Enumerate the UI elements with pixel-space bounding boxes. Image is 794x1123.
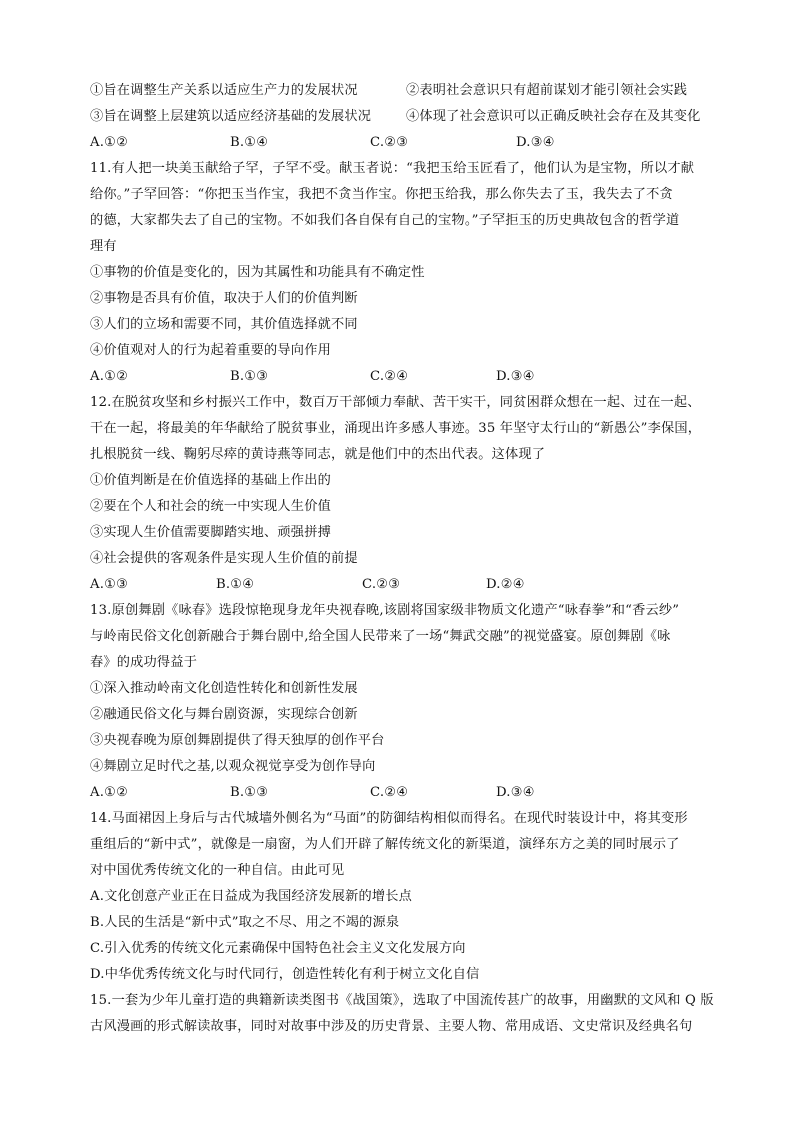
q13-statement-2: ②融通民俗文化与舞台剧资源，实现综合创新 — [90, 707, 358, 722]
q11-statement-4: ④价值观对人的行为起着重要的导向作用 — [90, 343, 331, 358]
q12-option-c[interactable]: C.②③ — [362, 577, 401, 592]
q11-stem-line-4: 理有 — [90, 239, 117, 254]
q12-statement-3: ③实现人生价值需要脚踏实地、顽强拼搏 — [90, 525, 331, 540]
q14-option-b[interactable]: B.人民的生活是“新中式”取之不尽、用之不竭的源泉 — [90, 915, 400, 930]
q13-stem-line-3: 春》的成功得益于 — [90, 655, 198, 670]
q12-option-a[interactable]: A.①③ — [90, 577, 129, 592]
q10-option-c[interactable]: C.②③ — [370, 135, 409, 150]
q14-option-a[interactable]: A.文化创意产业正在日益成为我国经济发展新的增长点 — [90, 889, 413, 904]
q13-option-b[interactable]: B.①③ — [230, 785, 269, 800]
q15-stem-line-1: 15.一套为少年儿童打造的典籍新读类图书《战国策》，选取了中国流传甚广的故事，用幽默的文风和 Q 版 — [90, 993, 714, 1008]
q13-statement-3: ③央视春晚为原创舞剧提供了得天独厚的创作平台 — [90, 733, 385, 748]
q11-options — [90, 364, 720, 390]
q11-stem-line-2: 给你。”子罕回答：“你把玉当作宝，我把不贪当作宝。你把玉给我，那么你失去了玉，我失去了不贪 — [90, 187, 673, 202]
q12-statement-2: ②要在个人和社会的统一中实现人生价值 — [90, 499, 331, 514]
q10-statement-4: ④体现了社会意识可以正确反映社会存在及其变化 — [406, 109, 701, 124]
q12-statement-4: ④社会提供的客观条件是实现人生价值的前提 — [90, 551, 358, 566]
q10-option-b[interactable]: B.①④ — [230, 135, 269, 150]
q15-stem-line-2: 古风漫画的形式解读故事，同时对故事中涉及的历史背景、主要人物、常用成语、文史常识及经典名句 — [90, 1019, 693, 1034]
q12-option-d[interactable]: D.②④ — [486, 577, 525, 592]
q12-options — [90, 572, 720, 598]
q10-statement-2: ②表明社会意识只有超前谋划才能引领社会实践 — [406, 83, 688, 98]
q12-statement-1: ①价值判断是在价值选择的基础上作出的 — [90, 473, 331, 488]
q10-option-d[interactable]: D.③④ — [516, 135, 555, 150]
q11-option-c[interactable]: C.②④ — [370, 369, 409, 384]
q11-stem-line-1: 11.有人把一块美玉献给子罕，子罕不受。献玉者说：“我把玉给玉匠看了，他们认为是宝物，所以才献 — [90, 161, 695, 176]
q10-statements-row-1 — [90, 78, 720, 104]
q13-options — [90, 780, 720, 806]
q11-option-a[interactable]: A.①② — [90, 369, 129, 384]
q14-option-c[interactable]: C.引入优秀的传统文化元素确保中国特色社会主义文化发展方向 — [90, 941, 466, 956]
q11-statement-2: ②事物是否具有价值，取决于人们的价值判断 — [90, 291, 358, 306]
q11-option-b[interactable]: B.①③ — [230, 369, 269, 384]
q13-stem-line-1: 13.原创舞剧《咏春》选段惊艳现身龙年央视春晚,该剧将国家级非物质文化遗产“咏春拳”和“香云纱” — [90, 603, 680, 618]
q14-option-d[interactable]: D.中华优秀传统文化与时代同行，创造性转化有利于树立文化自信 — [90, 967, 480, 982]
q14-stem-line-3: 对中国优秀传统文化的一种自信。由此可见 — [90, 863, 345, 878]
q11-stem-line-3: 的德，大家都失去了自己的宝物。不如我们各自保有自己的宝物。”子罕拒玉的历史典故包含的哲学道 — [90, 213, 680, 228]
q12-option-b[interactable]: B.①④ — [216, 577, 255, 592]
q11-statement-3: ③人们的立场和需要不同，其价值选择就不同 — [90, 317, 358, 332]
q13-statement-1: ①深入推动岭南文化创造性转化和创新性发展 — [90, 681, 358, 696]
q13-statement-4: ④舞剧立足时代之基,以观众视觉享受为创作导向 — [90, 759, 376, 774]
q13-option-d[interactable]: D.③④ — [496, 785, 535, 800]
q14-stem-line-1: 14.马面裙因上身后与古代城墙外侧名为“马面”的防御结构相似而得名。在现代时装设计中，将其变形 — [90, 811, 688, 826]
q10-options — [90, 130, 720, 156]
q10-statement-3: ③旨在调整上层建筑以适应经济基础的发展状况 — [90, 109, 372, 124]
q12-stem-line-1: 12.在脱贫攻坚和乡村振兴工作中，数百万干部倾力奉献、苦干实干，同贫困群众想在一起、过在一起、 — [90, 395, 701, 410]
q11-statement-1: ①事物的价值是变化的，因为其属性和功能具有不确定性 — [90, 265, 425, 280]
q12-stem-line-2: 干在一起，将最美的年华献给了脱贫事业，涌现出许多感人事迹。35 年坚守太行山的“新愚公”李保国， — [90, 421, 702, 436]
q13-option-a[interactable]: A.①② — [90, 785, 129, 800]
q11-option-d[interactable]: D.③④ — [496, 369, 535, 384]
q10-statements-row-2 — [90, 104, 720, 130]
q10-option-a[interactable]: A.①② — [90, 135, 129, 150]
q14-stem-line-2: 重组后的“新中式”，就像是一扇窗，为人们开辟了解传统文化的新渠道，演绎东方之美的同时展示了 — [90, 837, 680, 852]
q10-statement-1: ①旨在调整生产关系以适应生产力的发展状况 — [90, 83, 358, 98]
exam-page — [90, 78, 720, 1040]
q12-stem-line-3: 扎根脱贫一线、鞠躬尽瘁的黄诗燕等同志，就是他们中的杰出代表。这体现了 — [90, 447, 546, 462]
q13-stem-line-2: 与岭南民俗文化创新融合于舞台剧中,给全国人民带来了一场“舞武交融”的视觉盛宴。原创舞剧《咏 — [90, 629, 671, 644]
q13-option-c[interactable]: C.②④ — [370, 785, 409, 800]
